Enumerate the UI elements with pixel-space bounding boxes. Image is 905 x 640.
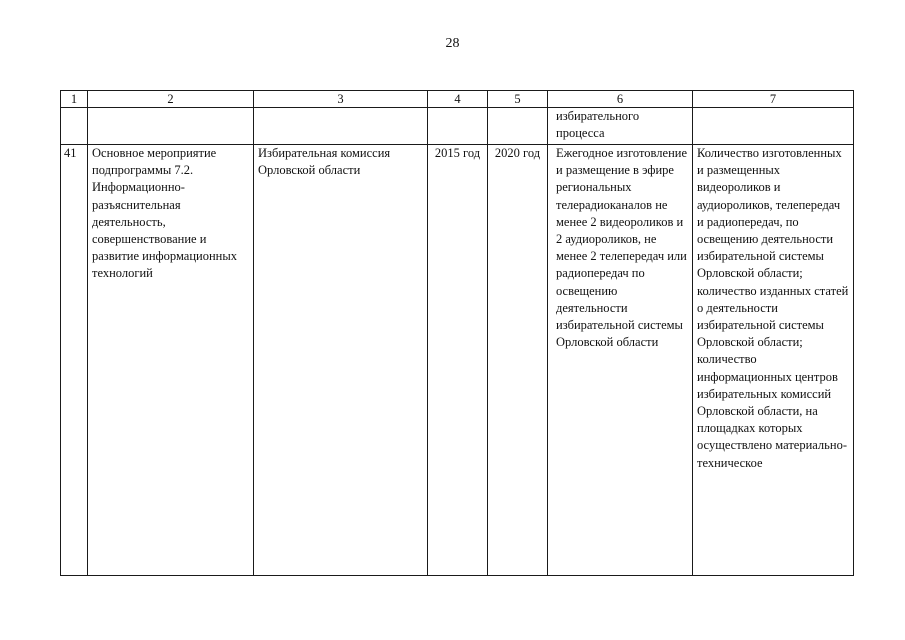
expected-result-cell: Ежегодное изготовление и размещение в эфире региональных телерадиоканалов не менее 2 видеороликов и 2 аудиороликов, не менее 2 телепередач или радиопередач по освещению деятельности избирательной системы Орловской области (548, 145, 693, 576)
start-year-cell: 2015 год (428, 145, 488, 576)
page-number: 28 (445, 36, 460, 51)
header-cell-1: 1 (61, 91, 88, 108)
indicators-cell: Количество изготовленных и размещенных видеороликов и аудиороликов, телепередач и радиопередач, по освещению деятельности избирательной системы Орловской области; количество изданных статей о деятельности избирательной системы Орловской области; количество информационных центров избирательных комиссий Орловской области, на площадках которых осуществлено материально-техническое (693, 145, 854, 576)
activity-cell: Основное мероприятие подпрограммы 7.2. Информационно-разъяснительная деятельность, совершенствование и развитие информационных технологий (88, 145, 254, 576)
header-cell-4: 4 (428, 91, 488, 108)
cont-cell-6: избирательного процесса (548, 108, 693, 145)
table-row-41 (61, 145, 854, 576)
row-number-cell: 41 (61, 145, 88, 576)
header-cell-2: 2 (88, 91, 254, 108)
cont-cell-7 (693, 108, 854, 145)
cont-cell-5 (488, 108, 548, 145)
cont-cell-2 (88, 108, 254, 145)
end-year-cell: 2020 год (488, 145, 548, 576)
header-cell-7: 7 (693, 91, 854, 108)
table-header-row (61, 91, 854, 108)
header-cell-6: 6 (548, 91, 693, 108)
cont-cell-3 (254, 108, 428, 145)
header-cell-3: 3 (254, 91, 428, 108)
executor-cell: Избирательная комиссия Орловской области (254, 145, 428, 576)
cont-cell-4 (428, 108, 488, 145)
cont-cell-1 (61, 108, 88, 145)
continuation-row (61, 108, 854, 145)
header-cell-5: 5 (488, 91, 548, 108)
program-table (60, 90, 854, 576)
